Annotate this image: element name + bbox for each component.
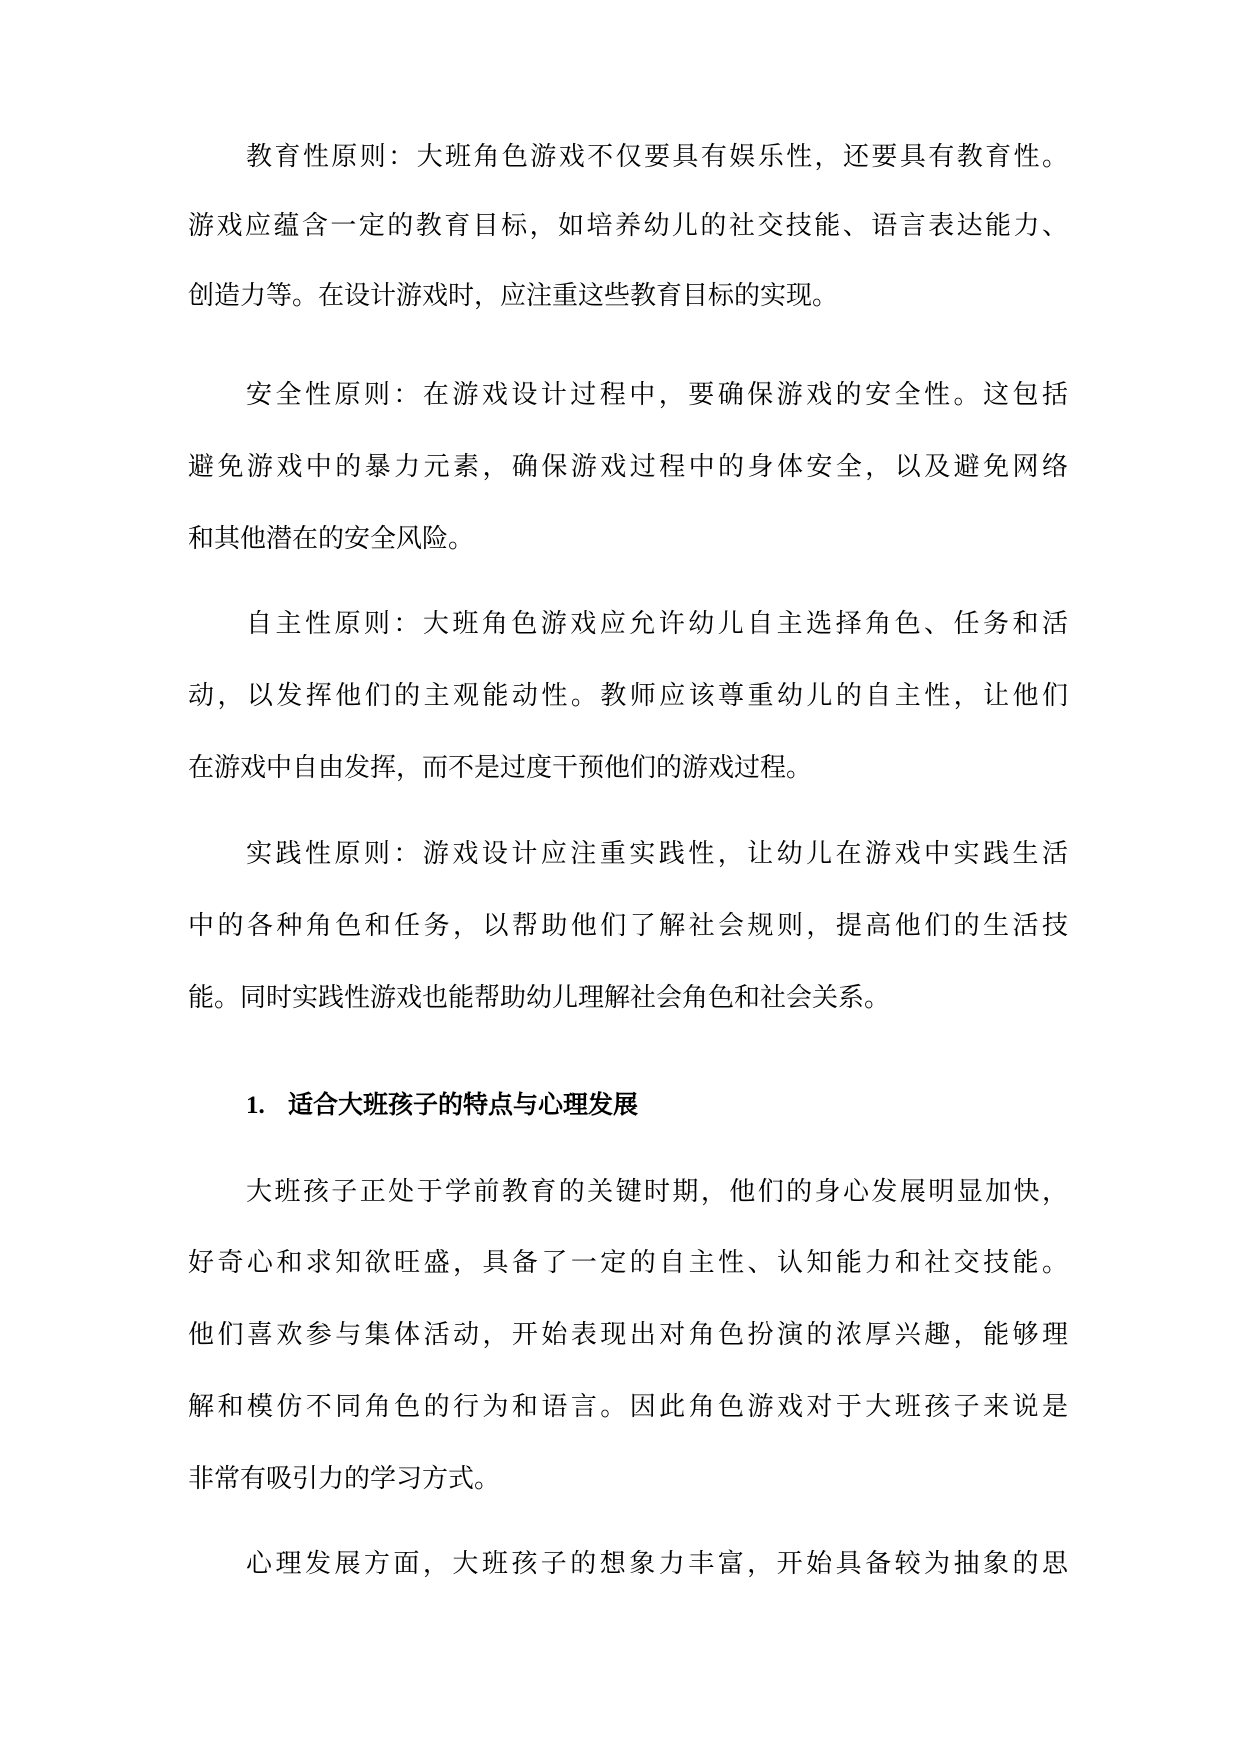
- paragraph-line: 他们喜欢参与集体活动，开始表现出对角色扮演的浓厚兴趣，能够理: [188, 1320, 1068, 1350]
- paragraph-line: 好奇心和求知欲旺盛，具备了一定的自主性、认知能力和社交技能。: [188, 1248, 1068, 1278]
- section-title: 适合大班孩子的特点与心理发展: [288, 1090, 639, 1119]
- paragraph-line: 非常有吸引力的学习方式。: [188, 1464, 501, 1494]
- paragraph-line: 实践性原则：游戏设计应注重实践性，让幼儿在游戏中实践生活: [246, 839, 1068, 869]
- paragraph-line: 和其他潜在的安全风险。: [188, 524, 475, 554]
- paragraph-line: 安全性原则：在游戏设计过程中，要确保游戏的安全性。这包括: [246, 380, 1068, 410]
- paragraph-line: 动，以发挥他们的主观能动性。教师应该尊重幼儿的自主性，让他们: [188, 681, 1068, 711]
- paragraph-line: 自主性原则：大班角色游戏应允许幼儿自主选择角色、任务和活: [246, 609, 1068, 639]
- paragraph-line: 大班孩子正处于学前教育的关键时期，他们的身心发展明显加快，: [246, 1177, 1068, 1207]
- section-number: 1.: [246, 1092, 265, 1119]
- paragraph-line: 游戏应蕴含一定的教育目标，如培养幼儿的社交技能、语言表达能力、: [188, 211, 1068, 241]
- paragraph-line: 避免游戏中的暴力元素，确保游戏过程中的身体安全，以及避免网络: [188, 452, 1068, 482]
- paragraph-line: 心理发展方面，大班孩子的想象力丰富，开始具备较为抽象的思: [246, 1549, 1068, 1579]
- paragraph-line: 教育性原则：大班角色游戏不仅要具有娱乐性，还要具有教育性。: [246, 142, 1068, 172]
- paragraph-line: 创造力等。在设计游戏时，应注重这些教育目标的实现。: [188, 281, 839, 311]
- paragraph-line: 中的各种角色和任务，以帮助他们了解社会规则，提高他们的生活技: [188, 911, 1068, 941]
- paragraph-line: 能。同时实践性游戏也能帮助幼儿理解社会角色和社会关系。: [188, 983, 891, 1013]
- section-heading: [246, 1085, 638, 1125]
- paragraph-line: 在游戏中自由发挥，而不是过度干预他们的游戏过程。: [188, 753, 813, 783]
- paragraph-line: 解和模仿不同角色的行为和语言。因此角色游戏对于大班孩子来说是: [188, 1392, 1068, 1422]
